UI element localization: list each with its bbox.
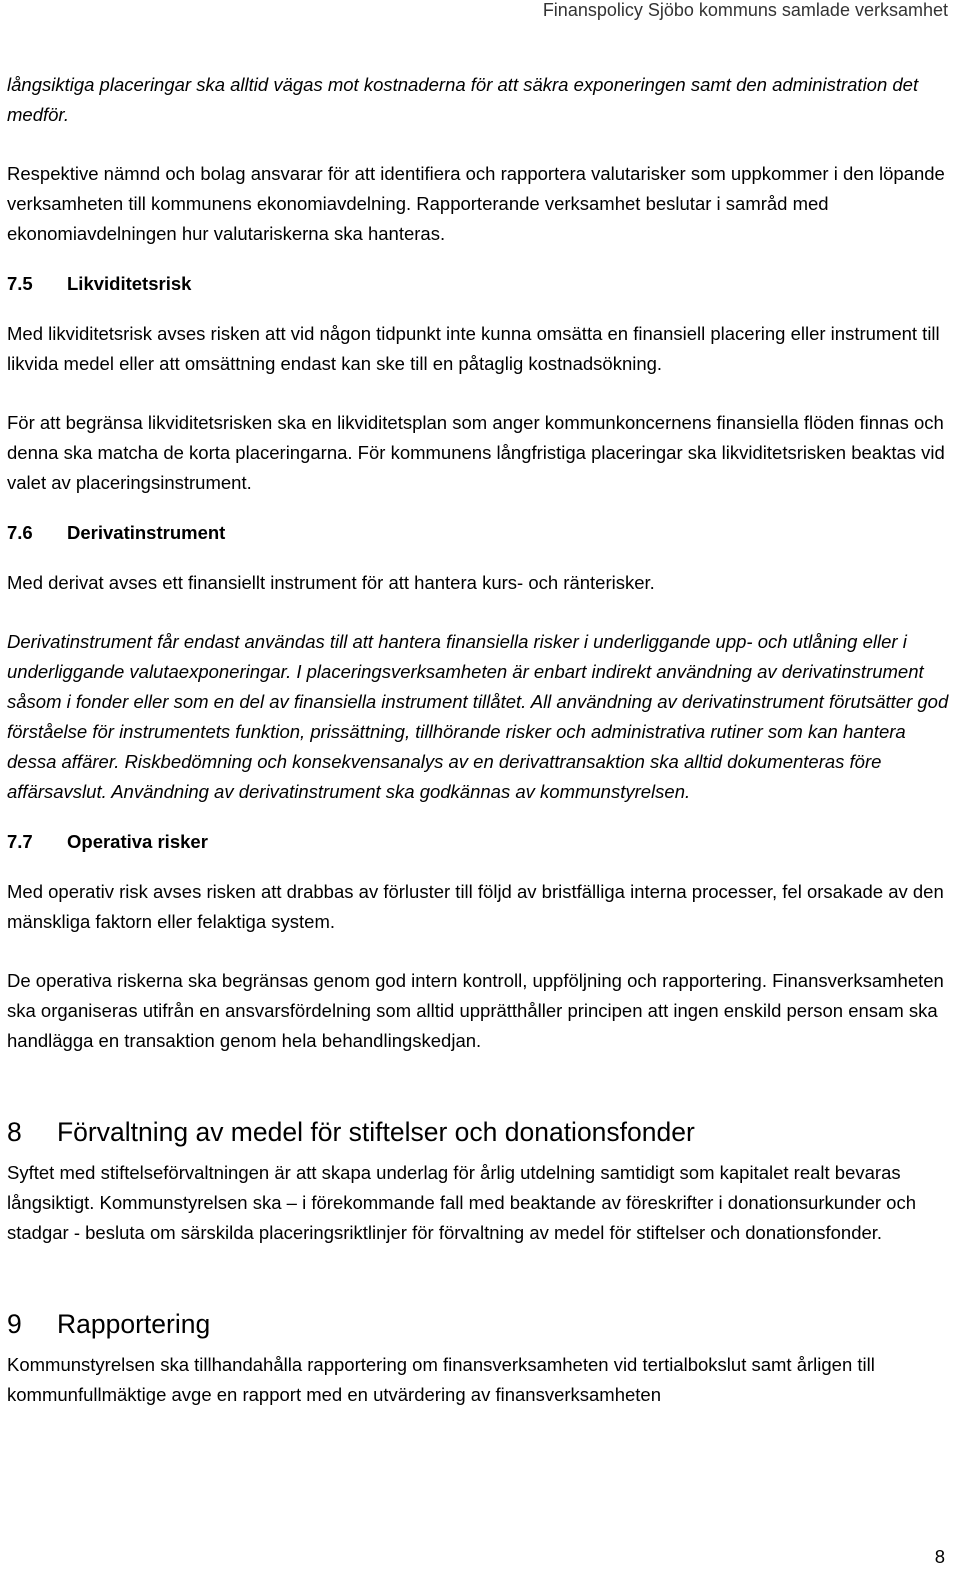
section-title: Derivatinstrument [67, 522, 226, 543]
section-title: Förvaltning av medel för stiftelser och donationsfonder [57, 1117, 695, 1147]
section-number: 9 [7, 1309, 22, 1339]
section-title: Rapportering [57, 1309, 211, 1339]
section-number: 8 [7, 1117, 22, 1147]
section-7-7-paragraph-1: Med operativ risk avses risken att drabbas av förluster till följd av bristfälliga interna processer, fel orsakade av den mänskliga faktorn eller felaktiga system. [7, 881, 944, 932]
section-7-6-paragraph-1: Med derivat avses ett finansiellt instrument för att hantera kurs- och ränterisker. [7, 572, 655, 593]
section-7-5-paragraph-1: Med likviditetsrisk avses risken att vid någon tidpunkt inte kunna omsätta en finansiell placering eller instrument till likvida medel eller att omsättning endast kan ske till en påtaglig kostnadsökning. [7, 323, 940, 374]
section-number: 7.7 [7, 831, 33, 852]
section-7-7-paragraph-2: De operativa riskerna ska begränsas genom god intern kontroll, uppföljning och rapportering. Finansverksamheten ska organiseras utifrån en ansvarsfördelning som alltid upprätthåller principen att ingen enskild person ensam ska handlägga en transaktion genom hela behandlingskedjan. [7, 970, 944, 1051]
section-title: Likviditetsrisk [67, 273, 192, 294]
section-7-5-paragraph-2: För att begränsa likviditetsrisken ska en likviditetsplan som anger kommunkoncernens finansiella flöden finnas och denna ska matcha de korta placeringarna. För kommunens långfristiga placeringar ska likviditetsrisken beaktas vid valet av placeringsinstrument. [7, 412, 945, 493]
section-7-5-heading [7, 269, 951, 299]
section-8-heading [7, 1112, 951, 1152]
section-9-heading [7, 1304, 951, 1344]
section-7-6-paragraph-2: Derivatinstrument får endast användas till att hantera finansiella risker i underliggande upp- och utlåning eller i underliggande valutaexponeringar. I placeringsverksamheten är enbart indirekt användning av derivatinstrument såsom i fonder eller som en del av finansiella instrument tillåtet. All användning av derivatinstrument förutsätter god förståelse för instrumentets funktion, prissättning, tillhörande risker och administrativa rutiner som kan hantera dessa affärer. Riskbedömning och konsekvensanalys av en derivattransaktion ska alltid dokumenteras före affärsavslut. Användning av derivatinstrument ska godkännas av kommunstyrelsen. [7, 631, 949, 802]
intro-italic-paragraph: långsiktiga placeringar ska alltid vägas mot kostnaderna för att säkra exponeringen samt den administration det medför. [7, 74, 919, 125]
intro-paragraph: Respektive nämnd och bolag ansvarar för att identifiera och rapportera valutarisker som uppkommer i den löpande verksamheten till kommunens ekonomiavdelning. Rapporterande verksamhet beslutar i samråd med ekonomiavdelningen hur valutariskerna ska hanteras. [7, 163, 945, 244]
section-8-paragraph-1: Syftet med stiftelseförvaltningen är att skapa underlag för årlig utdelning samtidigt som kapitalet realt bevaras långsiktigt. Kommunstyrelsen ska – i förekommande fall med beaktande av föreskrifter i donationsurkunder och stadgar - besluta om särskilda placeringsriktlinjer för förvaltning av medel för stiftelser och donationsfonder. [7, 1162, 917, 1243]
section-9-paragraph-1: Kommunstyrelsen ska tillhandahålla rapportering om finansverksamheten vid tertialbokslut samt årligen till kommunfullmäktige avge en rapport med en utvärdering av finansverksamheten [7, 1354, 875, 1405]
running-header: Finanspolicy Sjöbo kommuns samlade verksamhet [542, 0, 948, 20]
document-body [7, 70, 951, 1410]
section-7-6-heading [7, 518, 951, 548]
section-number: 7.6 [7, 522, 33, 543]
page-number: 8 [934, 1546, 945, 1567]
section-number: 7.5 [7, 273, 33, 294]
section-7-7-heading [7, 827, 951, 857]
section-title: Operativa risker [67, 831, 208, 852]
